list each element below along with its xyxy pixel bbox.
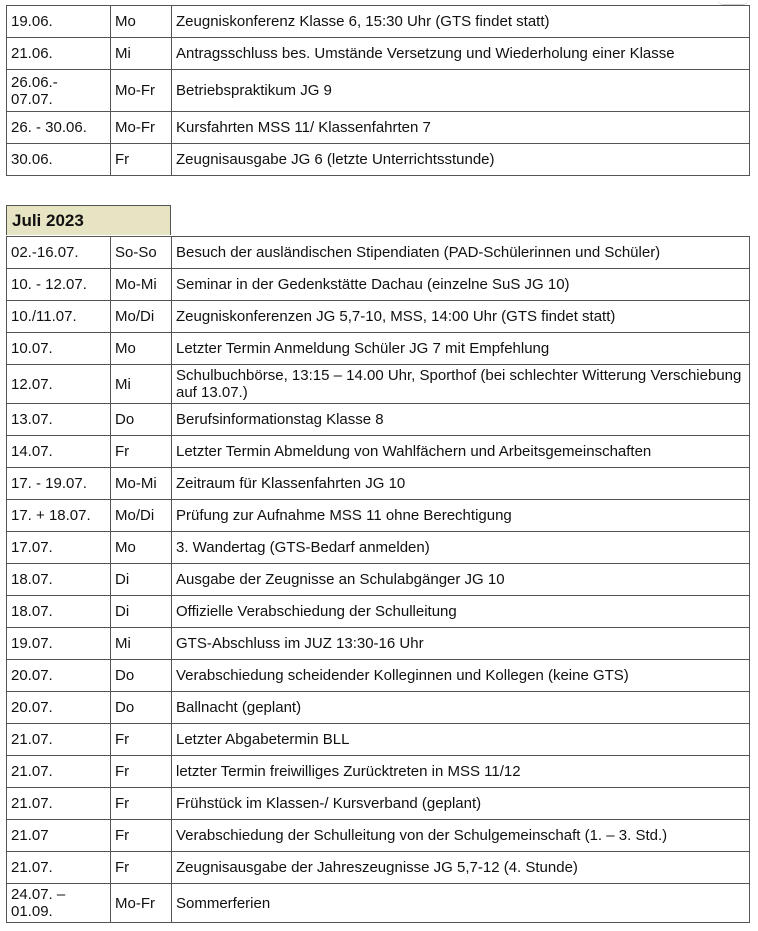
event-cell: GTS-Abschluss im JUZ 13:30-16 Uhr <box>172 628 750 660</box>
weekday-cell: Fr <box>111 820 172 852</box>
table-row <box>7 596 750 628</box>
weekday-cell: Di <box>111 596 172 628</box>
date-cell: 26. - 30.06. <box>7 112 111 144</box>
date-cell: 20.07. <box>7 660 111 692</box>
event-cell: Verabschiedung scheidender Kolleginnen und Kollegen (keine GTS) <box>172 660 750 692</box>
table-row <box>7 660 750 692</box>
event-cell: Betriebspraktikum JG 9 <box>172 70 750 112</box>
june-table-body <box>7 6 750 176</box>
table-row <box>7 564 750 596</box>
table-row <box>7 628 750 660</box>
weekday-cell: Do <box>111 660 172 692</box>
weekday-cell: Mi <box>111 628 172 660</box>
event-cell: Zeugniskonferenz Klasse 6, 15:30 Uhr (GTS findet statt) <box>172 6 750 38</box>
weekday-cell: Fr <box>111 436 172 468</box>
table-row <box>7 820 750 852</box>
event-cell: Ballnacht (geplant) <box>172 692 750 724</box>
july-schedule-table <box>6 236 750 923</box>
weekday-cell: Fr <box>111 852 172 884</box>
date-cell: 21.07. <box>7 852 111 884</box>
table-row <box>7 6 750 38</box>
table-row <box>7 269 750 301</box>
event-cell: Prüfung zur Aufnahme MSS 11 ohne Berechtigung <box>172 500 750 532</box>
event-cell: Sommerferien <box>172 884 750 923</box>
event-cell: Letzter Abgabetermin BLL <box>172 724 750 756</box>
table-row <box>7 144 750 176</box>
date-cell: 21.07. <box>7 756 111 788</box>
date-cell: 12.07. <box>7 365 111 404</box>
weekday-cell: Mo/Di <box>111 500 172 532</box>
date-cell: 10.07. <box>7 333 111 365</box>
date-cell: 18.07. <box>7 564 111 596</box>
table-row <box>7 500 750 532</box>
weekday-cell: Mo-Mi <box>111 468 172 500</box>
date-cell: 26.06.- 07.07. <box>7 70 111 112</box>
table-row <box>7 852 750 884</box>
date-cell: 02.-16.07. <box>7 237 111 269</box>
date-cell: 21.07. <box>7 724 111 756</box>
event-cell: Berufsinformationstag Klasse 8 <box>172 404 750 436</box>
date-cell: 17. + 18.07. <box>7 500 111 532</box>
event-cell: Kursfahrten MSS 11/ Klassenfahrten 7 <box>172 112 750 144</box>
date-cell: 20.07. <box>7 692 111 724</box>
date-cell: 14.07. <box>7 436 111 468</box>
date-cell: 18.07. <box>7 596 111 628</box>
event-cell: Zeugnisausgabe JG 6 (letzte Unterrichtsstunde) <box>172 144 750 176</box>
weekday-cell: Mo-Fr <box>111 884 172 923</box>
weekday-cell: Do <box>111 404 172 436</box>
weekday-cell: Mi <box>111 365 172 404</box>
weekday-cell: Fr <box>111 788 172 820</box>
date-cell: 24.07. – 01.09. <box>7 884 111 923</box>
weekday-cell: Fr <box>111 756 172 788</box>
weekday-cell: Mo-Fr <box>111 112 172 144</box>
table-row <box>7 436 750 468</box>
event-cell: Verabschiedung der Schulleitung von der Schulgemeinschaft (1. – 3. Std.) <box>172 820 750 852</box>
table-row <box>7 724 750 756</box>
weekday-cell: Mo-Fr <box>111 70 172 112</box>
event-cell: Besuch der ausländischen Stipendiaten (PAD-Schülerinnen und Schüler) <box>172 237 750 269</box>
table-row <box>7 788 750 820</box>
table-row <box>7 237 750 269</box>
table-row <box>7 404 750 436</box>
event-cell: Zeitraum für Klassenfahrten JG 10 <box>172 468 750 500</box>
event-cell: Zeugnisausgabe der Jahreszeugnisse JG 5,7-12 (4. Stunde) <box>172 852 750 884</box>
weekday-cell: Mo-Mi <box>111 269 172 301</box>
event-cell: 3. Wandertag (GTS-Bedarf anmelden) <box>172 532 750 564</box>
weekday-cell: Di <box>111 564 172 596</box>
date-cell: 30.06. <box>7 144 111 176</box>
table-row <box>7 301 750 333</box>
event-cell: letzter Termin freiwilliges Zurücktreten in MSS 11/12 <box>172 756 750 788</box>
weekday-cell: Mo <box>111 333 172 365</box>
event-cell: Letzter Termin Abmeldung von Wahlfächern und Arbeitsgemeinschaften <box>172 436 750 468</box>
weekday-cell: Mo/Di <box>111 301 172 333</box>
table-row <box>7 468 750 500</box>
month-heading: Juli 2023 <box>6 205 171 235</box>
table-row <box>7 532 750 564</box>
weekday-cell: Fr <box>111 724 172 756</box>
date-cell: 19.07. <box>7 628 111 660</box>
table-row <box>7 692 750 724</box>
event-cell: Seminar in der Gedenkstätte Dachau (einzelne SuS JG 10) <box>172 269 750 301</box>
table-row <box>7 365 750 404</box>
event-cell: Ausgabe der Zeugnisse an Schulabgänger JG 10 <box>172 564 750 596</box>
date-cell: 17.07. <box>7 532 111 564</box>
table-row <box>7 38 750 70</box>
weekday-cell: Mo <box>111 532 172 564</box>
date-cell: 17. - 19.07. <box>7 468 111 500</box>
table-row <box>7 112 750 144</box>
weekday-cell: Do <box>111 692 172 724</box>
event-cell: Frühstück im Klassen-/ Kursverband (geplant) <box>172 788 750 820</box>
date-cell: 10./11.07. <box>7 301 111 333</box>
table-row <box>7 333 750 365</box>
june-schedule-table <box>6 5 750 176</box>
date-cell: 21.07 <box>7 820 111 852</box>
weekday-cell: Mi <box>111 38 172 70</box>
table-row <box>7 884 750 923</box>
weekday-cell: Mo <box>111 6 172 38</box>
date-cell: 21.07. <box>7 788 111 820</box>
event-cell: Offizielle Verabschiedung der Schulleitung <box>172 596 750 628</box>
date-cell: 10. - 12.07. <box>7 269 111 301</box>
date-cell: 19.06. <box>7 6 111 38</box>
weekday-cell: Fr <box>111 144 172 176</box>
date-cell: 21.06. <box>7 38 111 70</box>
event-cell: Antragsschluss bes. Umstände Versetzung und Wiederholung einer Klasse <box>172 38 750 70</box>
event-cell: Schulbuchbörse, 13:15 – 14.00 Uhr, Sporthof (bei schlechter Witterung Verschiebung auf 13.07.) <box>172 365 750 404</box>
weekday-cell: So-So <box>111 237 172 269</box>
date-cell: 13.07. <box>7 404 111 436</box>
table-row <box>7 70 750 112</box>
july-table-body <box>7 237 750 923</box>
event-cell: Letzter Termin Anmeldung Schüler JG 7 mit Empfehlung <box>172 333 750 365</box>
table-row <box>7 756 750 788</box>
event-cell: Zeugniskonferenzen JG 5,7-10, MSS, 14:00 Uhr (GTS findet statt) <box>172 301 750 333</box>
